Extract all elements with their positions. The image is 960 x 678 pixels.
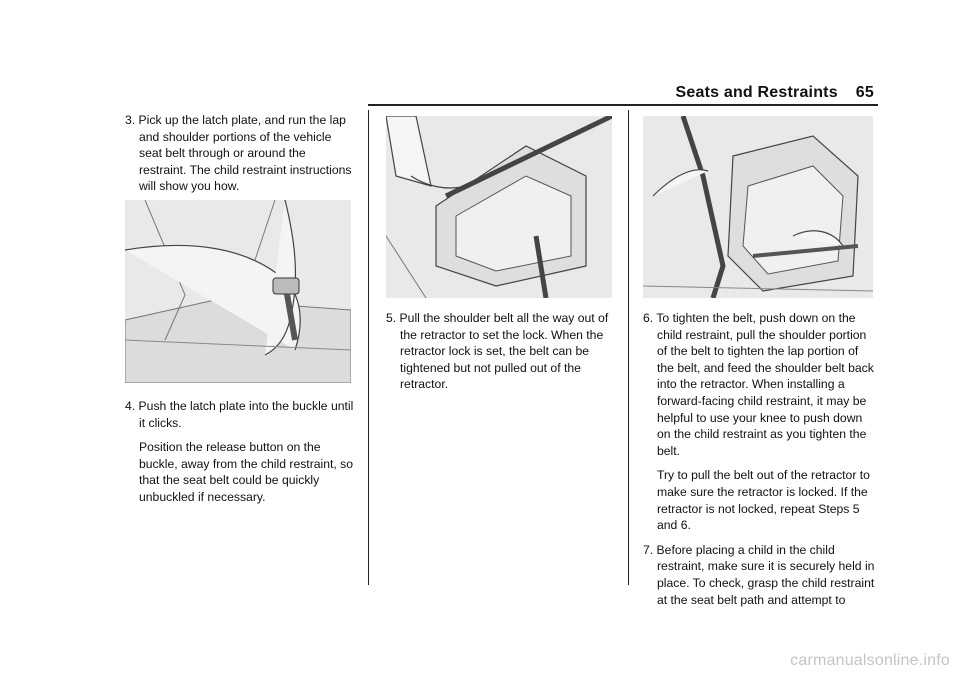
step-7-text: 7. Before placing a child in the child restraint, make sure it is securely held in place. To check, grasp the child restraint at the seat belt path and attempt to — [643, 542, 875, 607]
illustration-latch-plate-buckle — [125, 200, 351, 383]
illustration-tighten-belt — [643, 116, 873, 298]
column-1-lower — [125, 398, 355, 514]
shoulder-belt-drawing — [386, 116, 612, 298]
column-divider-2 — [628, 110, 629, 585]
page-number: 65 — [855, 84, 874, 101]
column-3 — [643, 310, 875, 616]
page-header — [676, 84, 874, 102]
column-divider-1 — [368, 110, 369, 585]
step-6-text: 6. To tighten the belt, push down on the child restraint, pull the shoulder portion of the belt to tighten the lap portion of the belt, and feed the shoulder belt back into the retractor. When installing a forward-facing child restraint, it may be helpful to use your knee to push down on the child restraint as you tighten the belt. — [643, 311, 874, 458]
step-6-note: Try to pull the belt out of the retractor to make sure the retractor is locked. If the retractor is not locked, repeat Steps 5 and 6. — [657, 468, 870, 533]
step-4-note: Position the release button on the buckle, away from the child restraint, so that the seat belt could be quickly unbuckled if necessary. — [139, 440, 354, 504]
step-3-text: 3. Pick up the latch plate, and run the lap and shoulder portions of the vehicle seat belt through or around the restraint. The child restraint instructions will show you how. — [125, 113, 352, 194]
section-title: Seats and Restraints — [675, 84, 838, 101]
latch-buckle-drawing — [125, 200, 351, 383]
step-5-text: 5. Pull the shoulder belt all the way out of the retractor to set the lock. When the retractor lock is set, the belt can be tightened but not pulled out of the retractor. — [386, 311, 609, 392]
tighten-belt-drawing — [643, 116, 873, 298]
header-rule — [368, 104, 878, 106]
column-2 — [386, 310, 616, 401]
column-1 — [125, 112, 355, 203]
watermark: carmanualsonline.info — [790, 652, 950, 669]
step-4-text: 4. Push the latch plate into the buckle until it clicks. — [125, 399, 354, 430]
illustration-pull-shoulder-belt — [386, 116, 612, 298]
